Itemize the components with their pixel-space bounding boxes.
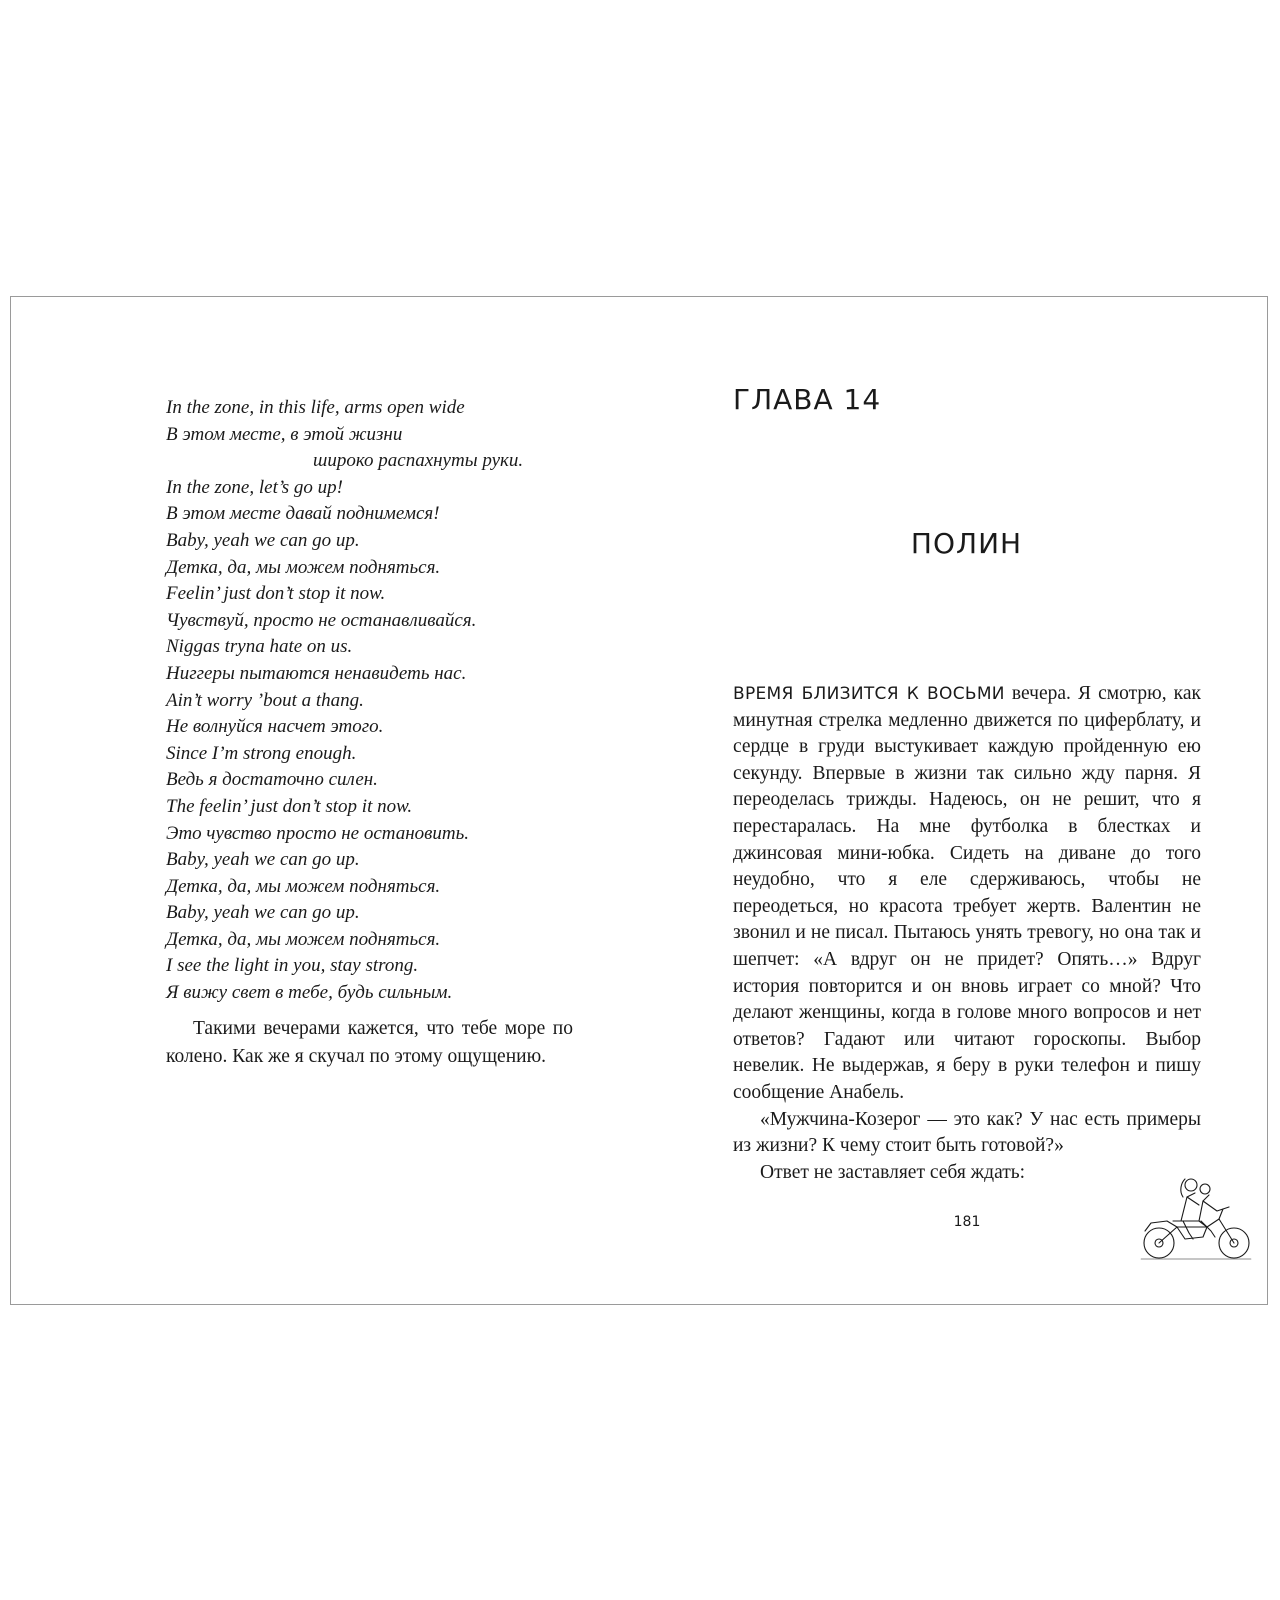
- lyric-line: широко распахнуты руки.: [313, 450, 524, 472]
- lyric-line: Feelin’ just don’t stop it now.: [166, 583, 386, 605]
- lyric-line: Baby, yeah we can go up.: [166, 849, 360, 871]
- chapter-body: [733, 681, 1201, 1186]
- lyric-line: В этом месте давай поднимемся!: [166, 503, 440, 525]
- lyric-line: Niggas tryna hate on us.: [166, 636, 353, 658]
- lyric-line: The feelin’ just don’t stop it now.: [166, 795, 413, 817]
- lyric-line: I see the light in you, stay strong.: [166, 955, 419, 977]
- lyric-line: Ведь я достаточно силен.: [166, 769, 378, 791]
- left-prose-paragraph: Такими вечерами кажется, что тебе море по колено. Как же я скучал по этому ощущению.: [166, 1018, 573, 1067]
- body-paragraph: [733, 681, 1201, 1107]
- paragraph-text: вечера. Я смотрю, как минутная стрелка медленно движется по циферблату, и сердце в груди выстукивает каждую пройденную ею секунду. Впервые в жизни так сильно жду парня. Я переоделась трижды. Надеюсь, он не решит, что я перестаралась. На мне футболка в блестках и джинсовая мини-юбка. Сидеть на диване до того неудобно, что я еле сдерживаюсь, чтобы не переодеться, но красота требует жертв. Валентин не звонил и не писал. Пытаюсь унять тревогу, но она так и шепчет: «А вдруг он не придет? Опять…» Вдруг история повторится и он вновь играет со мной? Что делают женщины, когда в голове много вопросов и нет ответов? Гадают или читают гороскопы. Выбор невелик. Не выдержав, я беру в руки телефон и пишу сообщение Анабель.: [733, 683, 1201, 1103]
- lyric-line: Ain’t worry ’bout a thang.: [166, 689, 364, 711]
- lyric-line: Ниггеры пытаются ненавидеть нас.: [166, 662, 467, 684]
- lyric-line: Детка, да, мы можем подняться.: [166, 875, 441, 897]
- lyric-line: Не волнуйся насчет этого.: [166, 716, 384, 738]
- left-page: [11, 297, 640, 1304]
- lyric-line: In the zone, in this life, arms open wide: [166, 397, 465, 418]
- lyric-line: Детка, да, мы можем подняться.: [166, 928, 441, 950]
- lyric-line: Детка, да, мы можем подняться.: [166, 556, 441, 578]
- book-spread: [10, 296, 1268, 1305]
- lead-in-smallcaps: ВРЕМЯ БЛИЗИТСЯ К ВОСЬМИ: [733, 684, 1005, 704]
- lyric-line: Я вижу свет в тебе, будь сильным.: [166, 982, 453, 1004]
- lyric-line: В этом месте, в этой жизни: [166, 423, 403, 445]
- lyric-line: In the zone, let’s go up!: [166, 476, 343, 498]
- body-paragraph: «Мужчина-Козерог — это как? У нас есть примеры из жизни? К чему стоит быть готовой?»: [733, 1108, 1201, 1157]
- body-paragraph: Ответ не заставляет себя ждать:: [760, 1161, 1026, 1183]
- lyric-line: Это чувство просто не остановить.: [166, 822, 469, 844]
- page-number: 181: [953, 1214, 981, 1230]
- lyric-line: Baby, yeah we can go up.: [166, 529, 360, 551]
- song-lyrics: [166, 395, 586, 1007]
- chapter-number: ГЛАВА 14: [733, 383, 882, 416]
- right-page: [640, 297, 1269, 1304]
- lyric-line: Чувствуй, просто не останавливайся.: [166, 609, 477, 631]
- lyric-line: Since I’m strong enough.: [166, 742, 357, 764]
- motorcycle-couple-icon: [1137, 1171, 1255, 1263]
- lyric-line: Baby, yeah we can go up.: [166, 902, 360, 924]
- chapter-title: ПОЛИН: [910, 527, 1023, 560]
